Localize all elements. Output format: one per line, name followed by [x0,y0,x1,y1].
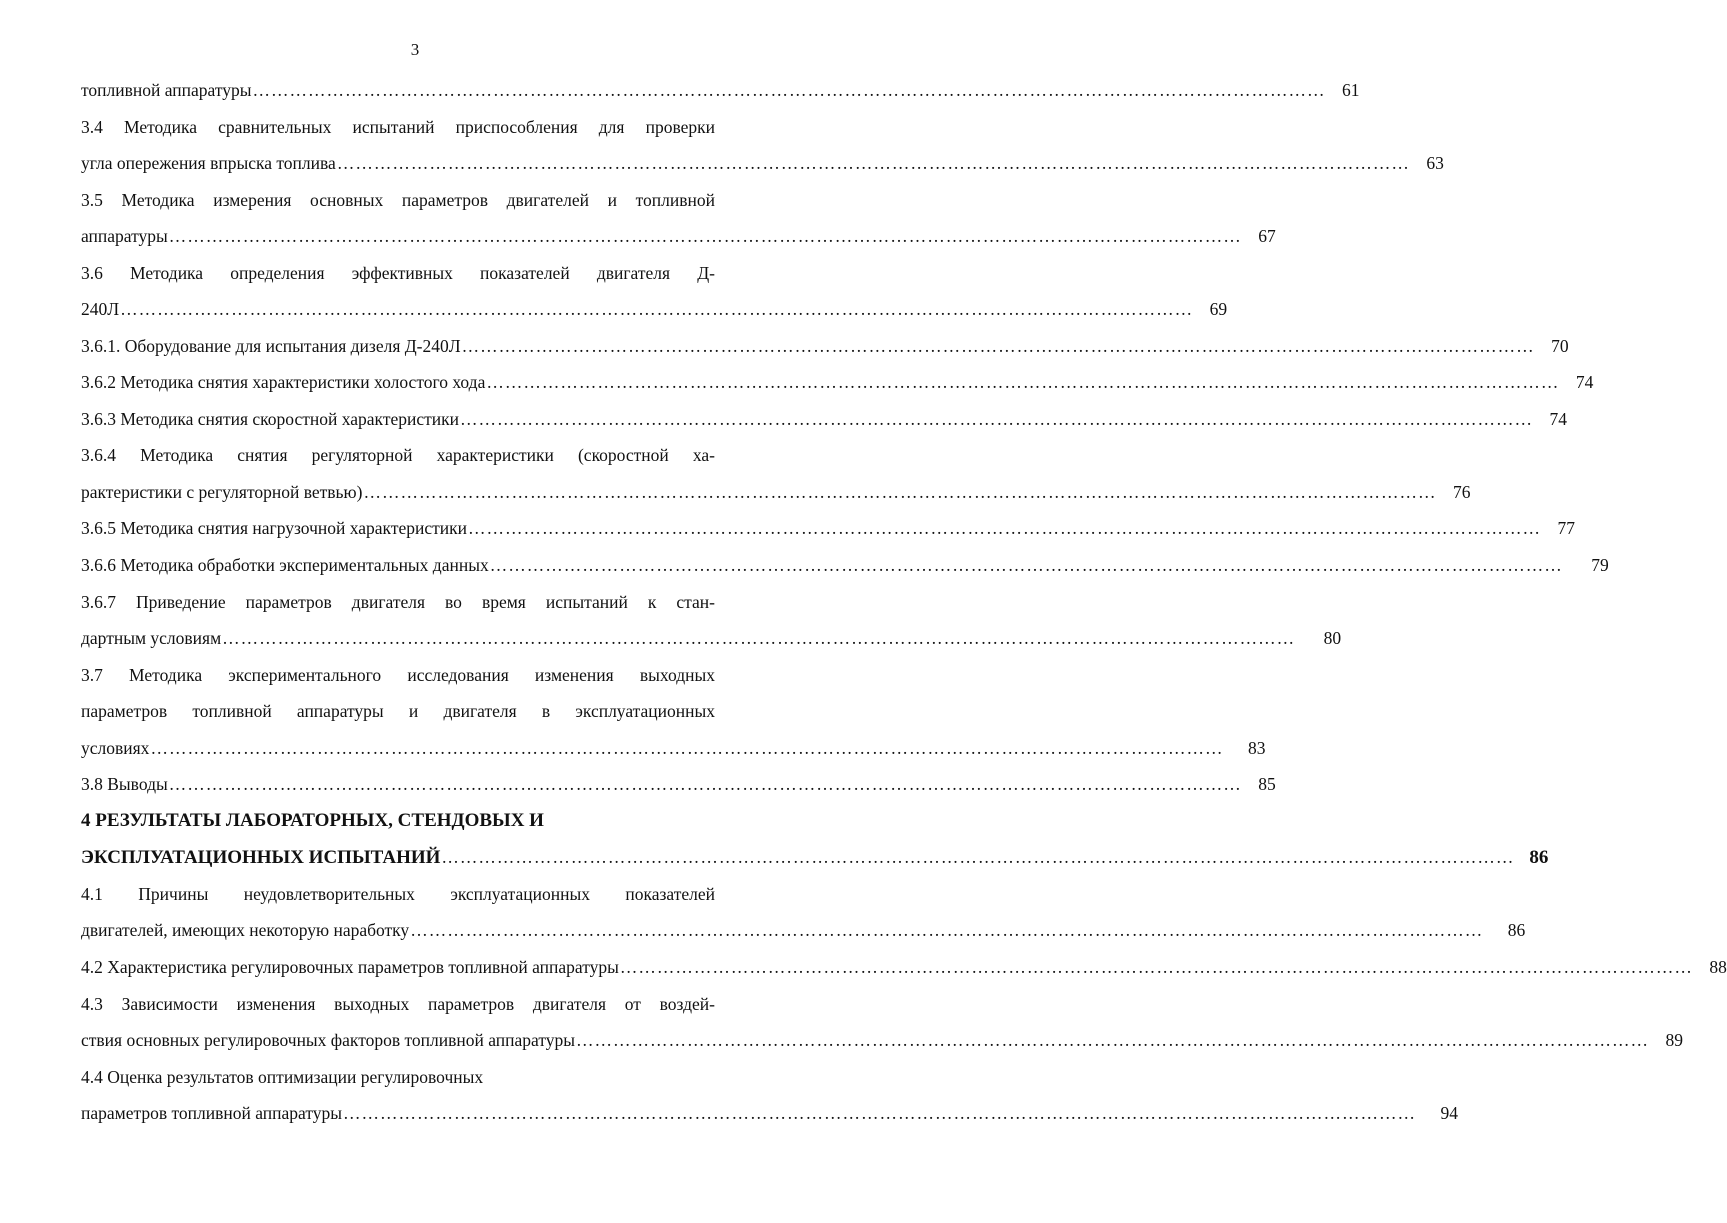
dot-leader: ………………………………………………………………………………………………………………………………………………………… [576,1029,1650,1050]
toc-entry-text: 4 РЕЗУЛЬТАТЫ ЛАБОРАТОРНЫХ, СТЕНДОВЫХ И [81,809,544,831]
toc-line [81,474,1471,511]
toc-line [81,986,715,1023]
toc-entry-text: 3.6.1. Оборудование для испытания дизеля Д-240Л [81,335,461,356]
toc-line [81,913,1526,950]
toc-page-number: 94 [1440,1103,1459,1124]
dot-leader: ………………………………………………………………………………………………………………………………………………………… [150,737,1224,758]
dot-leader: ………………………………………………………………………………………………………………………………………………………… [222,627,1296,648]
toc-entry-text: 4.4 Оценка результатов оптимизации регулировочных [81,1066,484,1087]
toc-entry-text: ствия основных регулировочных факторов топливной аппаратуры [81,1029,576,1050]
toc-line [81,109,715,146]
toc-line [81,72,1360,109]
toc-line [81,620,1342,657]
toc-line [81,657,715,694]
toc-entry-text: параметров топливной аппаратуры и двигателя в эксплуатационных [81,701,715,722]
dot-leader: ………………………………………………………………………………………………………………………………………………………… [486,372,1560,393]
table-of-contents [81,72,1727,1132]
toc-page-number: 85 [1258,774,1276,795]
toc-chapter-heading [81,803,715,840]
dot-leader: ………………………………………………………………………………………………………………………………………………………… [343,1103,1417,1124]
dot-leader: ………………………………………………………………………………………………………………………………………………………… [363,481,1437,502]
dot-leader: ………………………………………………………………………………………………………………………………………………………… [619,956,1693,977]
toc-line [81,693,715,730]
dot-leader: ………………………………………………………………………………………………………………………………………………………… [168,774,1242,795]
toc-page-number: 74 [1575,372,1594,393]
toc-entry-text: 3.5 Методика измерения основных параметров двигателей и топливной [81,189,715,210]
toc-entry-text: 3.6.7 Приведение параметров двигателя во время испытаний к стан- [81,591,715,612]
toc-line [81,328,1569,365]
dot-leader: ………………………………………………………………………………………………………………………………………………………… [489,554,1563,575]
toc-line [81,766,1276,803]
toc-line [81,1059,715,1096]
toc-line [81,364,1594,401]
toc-page-number: 89 [1665,1029,1684,1050]
dot-leader: ………………………………………………………………………………………………………………………………………………………… [252,79,1326,100]
toc-page-number: 80 [1323,627,1342,648]
toc-entry-text: топливной аппаратуры [81,79,252,100]
toc-page-number: 76 [1452,481,1471,502]
toc-page-number: 61 [1342,79,1360,100]
toc-entry-text: дартным условиям [81,627,222,648]
toc-page-number: 74 [1549,408,1567,429]
toc-page-number: 83 [1247,737,1266,758]
toc-entry-text: 3.6.4 Методика снятия регуляторной характеристики (скоростной ха- [81,445,715,466]
toc-entry-text: условиях [81,737,150,758]
toc-page-number: 79 [1591,554,1609,575]
dot-leader: ………………………………………………………………………………………………………………………………………………………… [168,225,1242,246]
toc-line [81,949,1727,986]
toc-entry-text: рактеристики с регуляторной ветвью) [81,481,363,502]
toc-page-number: 86 [1507,920,1526,941]
toc-line [81,511,1575,548]
toc-entry-text: 3.6 Методика определения эффективных показателей двигателя Д- [81,262,715,283]
toc-entry-text: ЭКСПЛУАТАЦИОННЫХ ИСПЫТАНИЙ [81,846,441,868]
toc-line [81,1022,1684,1059]
toc-line [81,839,1549,876]
toc-entry-text: 3.6.6 Методика обработки экспериментальных данных [81,554,489,575]
toc-entry-text: 3.7 Методика экспериментального исследования изменения выходных [81,664,715,685]
toc-page-number: 86 [1529,846,1549,868]
toc-line [81,401,1567,438]
toc-page-number: 69 [1209,299,1228,320]
toc-entry-text: 240Л [81,299,120,320]
toc-line [81,255,715,292]
toc-entry-text: 3.8 Выводы [81,774,168,795]
toc-entry-text: 4.3 Зависимости изменения выходных параметров двигателя от воздей- [81,993,715,1014]
toc-entry-text: двигателей, имеющих некоторую наработку [81,920,410,941]
toc-entry-text: 3.4 Методика сравнительных испытаний приспособления для проверки [81,116,715,137]
toc-page-number: 67 [1258,225,1276,246]
toc-entry-text: 3.6.5 Методика снятия нагрузочной характеристики [81,518,467,539]
dot-leader: ………………………………………………………………………………………………………………………………………………………… [460,408,1533,429]
dot-leader: ………………………………………………………………………………………………………………………………………………………… [410,920,1484,941]
toc-page-number: 63 [1426,152,1444,173]
dot-leader: ………………………………………………………………………………………………………………………………………………………… [336,152,1410,173]
toc-page-number: 88 [1709,956,1727,977]
toc-line [81,876,715,913]
toc-entry-text: 3.6.2 Методика снятия характеристики холостого хода [81,372,486,393]
toc-line [81,1095,1459,1132]
toc-line [81,145,1444,182]
toc-entry-text: параметров топливной аппаратуры [81,1103,343,1124]
toc-line [81,584,715,621]
toc-page-number: 70 [1551,335,1569,356]
toc-line [81,730,1266,767]
toc-line [81,218,1276,255]
toc-line [81,291,1228,328]
page-number: 3 [410,40,420,59]
toc-line [81,437,715,474]
dot-leader: ………………………………………………………………………………………………………………………………………………………… [441,847,1515,868]
toc-entry-text: 3.6.3 Методика снятия скоростной характеристики [81,408,459,429]
toc-entry-text: аппаратуры [81,225,168,246]
toc-page-number: 77 [1557,518,1575,539]
dot-leader: ………………………………………………………………………………………………………………………………………………………… [468,518,1541,539]
dot-leader: ………………………………………………………………………………………………………………………………………………………… [461,335,1535,356]
toc-entry-text: угла опережения впрыска топлива [81,152,336,173]
dot-leader: ………………………………………………………………………………………………………………………………………………………… [120,299,1194,320]
toc-entry-text: 4.2 Характеристика регулировочных параметров топливной аппаратуры [81,956,619,977]
toc-entry-text: 4.1 Причины неудовлетворительных эксплуатационных показателей [81,884,715,905]
toc-line [81,182,715,219]
toc-line [81,547,1609,584]
